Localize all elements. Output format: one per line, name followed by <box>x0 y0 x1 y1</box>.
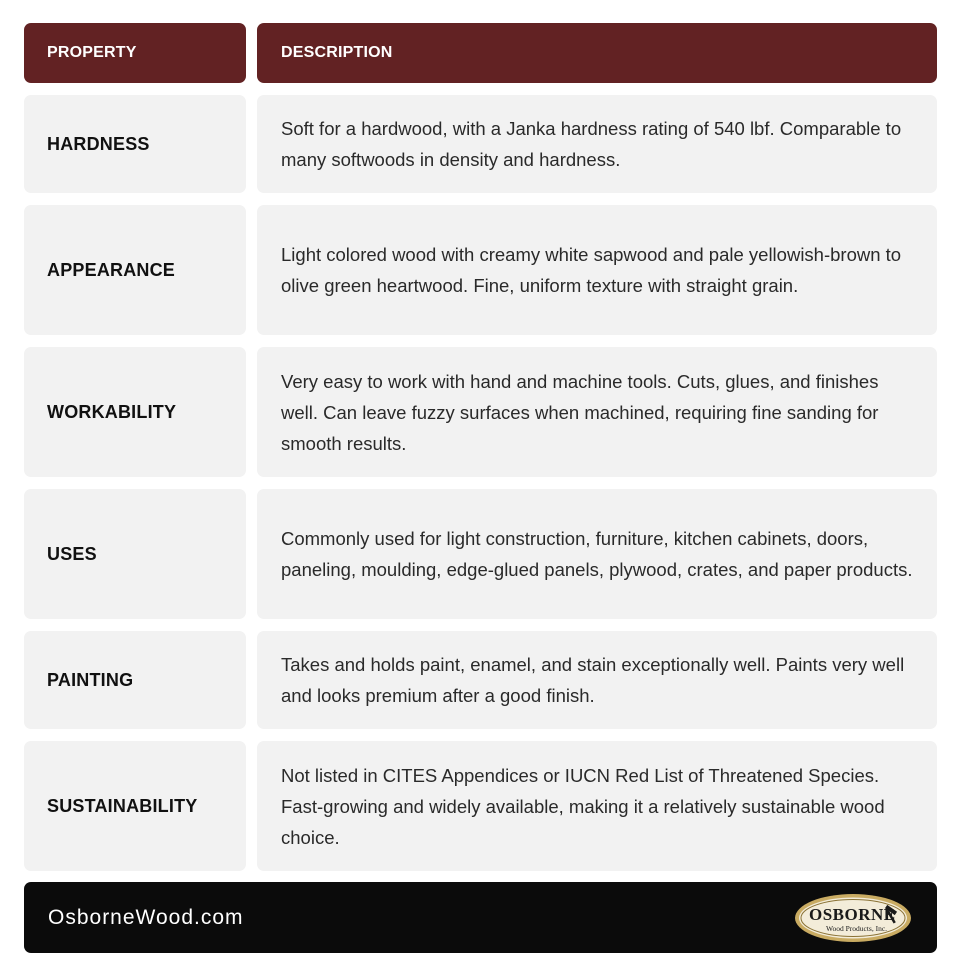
property-cell <box>24 95 246 193</box>
description-cell <box>257 347 937 477</box>
property-description: Commonly used for light construction, furniture, kitchen cabinets, doors, paneling, moulding, edge-glued panels, plywood, crates, and paper products. <box>281 528 913 580</box>
table-row-painting <box>24 631 937 729</box>
property-name: SUSTAINABILITY <box>47 795 198 816</box>
property-cell <box>24 489 246 619</box>
property-cell <box>24 205 246 335</box>
description-cell <box>257 631 937 729</box>
osborne-logo[interactable] <box>793 892 913 944</box>
table-row-workability <box>24 347 937 477</box>
property-name: HARDNESS <box>47 133 150 154</box>
description-cell <box>257 95 937 193</box>
header-description-label: DESCRIPTION <box>281 44 393 61</box>
logo-name: OSBORNE <box>809 904 896 924</box>
property-name: APPEARANCE <box>47 259 176 280</box>
property-cell <box>24 741 246 871</box>
table-row-hardness <box>24 95 937 193</box>
description-cell <box>257 741 937 871</box>
property-cell <box>24 347 246 477</box>
table-row-sustainability <box>24 741 937 871</box>
property-name: USES <box>47 543 97 564</box>
table-row-appearance <box>24 205 937 335</box>
property-name: PAINTING <box>47 669 134 690</box>
website-link[interactable]: OsborneWood.com <box>48 905 244 929</box>
footer-bar <box>24 882 937 953</box>
property-description: Very easy to work with hand and machine tools. Cuts, glues, and finishes well. Can leave fuzzy surfaces when machined, requiring fine sanding for smooth results. <box>281 370 879 454</box>
wood-properties-table <box>24 23 937 883</box>
property-cell <box>24 631 246 729</box>
property-description: Light colored wood with creamy white sapwood and pale yellowish-brown to olive green heartwood. Fine, uniform texture with straight grain. <box>281 244 902 296</box>
header-property-label: PROPERTY <box>47 44 137 61</box>
description-cell <box>257 489 937 619</box>
property-description: Soft for a hardwood, with a Janka hardness rating of 540 lbf. Comparable to many softwoods in density and hardness. <box>281 118 902 170</box>
description-cell <box>257 205 937 335</box>
header-property-cell <box>24 23 246 83</box>
property-description: Takes and holds paint, enamel, and stain exceptionally well. Paints very well and looks premium after a good finish. <box>281 654 905 706</box>
table-header <box>24 23 937 83</box>
table-row-uses <box>24 489 937 619</box>
property-name: WORKABILITY <box>47 401 177 422</box>
logo-tagline: Wood Products, Inc. <box>826 923 888 933</box>
header-description-cell <box>257 23 937 83</box>
property-description: Not listed in CITES Appendices or IUCN Red List of Threatened Species. Fast-growing and widely available, making it a relatively sustainable wood choice. <box>281 764 885 848</box>
